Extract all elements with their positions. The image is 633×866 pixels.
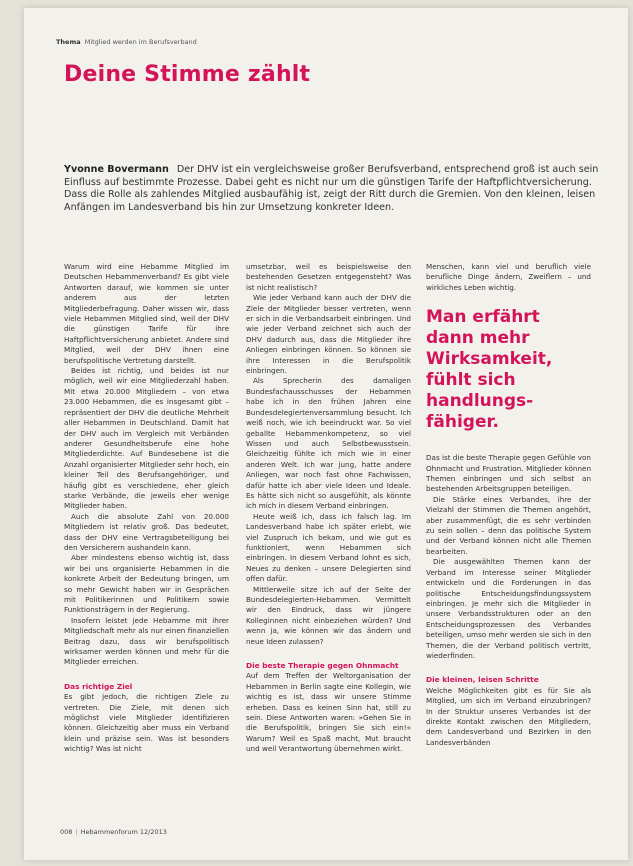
column-1 <box>64 262 229 755</box>
subheading: Das richtige Ziel <box>64 681 133 691</box>
paragraph: Die ausgewählten Themen kann der Verband im Interesse seiner Mitglieder entwickeln und die Forderungen in das politische Entscheidungsfindungssystem einbringen. Je mehr sich die Mitglieder in unsere Verbandsstrukturen oder an den Entscheidungsprozessen des Verbandes beteiligen, umso mehr werden sie sich in den Themen, die der Verband politisch vertritt, wiederfinden. <box>426 557 591 660</box>
article-headline: Deine Stimme zählt <box>64 62 311 87</box>
article-body <box>64 262 608 817</box>
paragraph: umsetzbar, weil es beispielsweise den bestehenden Gesetzen entgegensteht? Was ist nicht realistisch? <box>246 262 411 292</box>
paragraph: Warum wird eine Hebamme Mitglied im Deutschen Hebammenverband? Es gibt viele Antworten darauf, wie kommen sie unter anderem aus der letzten Mitgliederbefragung. Daher wissen wir, dass viele Hebammen Mitglied sind, weil der DHV die günstigen Tarife für ihre Haftpflichtversicherung anbietet. Andere sind Mitglied, weil der DHV ihnen eine berufspolitische Vertretung darstellt. <box>64 262 229 365</box>
issue-number: 12/2013 <box>139 828 167 836</box>
article-lead <box>64 164 604 214</box>
paragraph: Auch die absolute Zahl von 20.000 Mitgliedern ist relativ groß. Das bedeutet, dass der DHV eine Vertragsbeteiligung bei den Versicherern aushandeln kann. <box>64 511 229 552</box>
paragraph: Beides ist richtig, und beides ist nur möglich, weil wir eine Mitgliederzahl haben. Mit etwa 20.000 Mitgliedern – von etwa 23.000 Hebammen, die es insgesamt gibt – repräsentiert der DHV die deutliche Mehrheit aller Hebammen in Deutschland. Damit hat der DHV auch im Vergleich mit Verbänden anderer Gesundheitsberufe eine hohe Mitgliederdichte. Auf Bundesebene ist die Anzahl organisierter Mitglieder sehr hoch, ein kleiner Teil des Berufsangehöriger, und häufig gibt es verschiedene, eher gleich starke Verbände, die jeweils eher wenige Mitglieder haben. <box>64 366 229 511</box>
page-number: 008 <box>60 828 73 836</box>
paragraph: Auf dem Treffen der Weltorganisation der Hebammen in Berlin sagte eine Kollegin, wie wichtig es ist, dass wir unsere Stimme erheben. Dass es keinen Sinn hat, still zu sein. Diese Antworten waren: »Gehen Sie in die Berufspolitik, bringen Sie sich ein!« Warum? Weil es Spaß macht, Mut braucht und weil Verantwortung übernehmen wirkt. <box>246 671 411 754</box>
paragraph: Mittlerweile sitze ich auf der Seite der Bundesdelegierten-Hebammen. Vermittelt wir den Eindruck, dass wir jüngere Kolleginnen nicht einbeziehen würden? Und wenn ja, wie können wir das ändern und neue Ideen zulassen? <box>246 584 411 646</box>
lead-text: Der DHV ist ein vergleichsweise großer Berufsverband, entsprechend groß ist auch sein Einfluss auf bestimmte Prozesse. Dabei geht es nicht nur um die günstigen Tarife der Haftpflichtversicherung. Dass die Rolle als zahlendes Mitglied ausbaufähig ist, zeigt der Ritt durch die Gremien. Von den kleinen, leisen Anfängen im Landesverband bis hin zur Umsetzung konkreter Ideen. <box>64 164 599 213</box>
paragraph: Aber mindestens ebenso wichtig ist, dass wir bei uns organisierte Hebammen in die konkrete Arbeit der Bedeutung bringen, um so mehr Gewicht haben wir in Gesprächen mit Politikerinnen und Politikern sowie Funktionsträgern in der Regierung. <box>64 553 229 615</box>
paragraph: Es gibt jedoch, die richtigen Ziele zu vertreten. Die Ziele, mit denen sich möglichst viele Mitglieder identifizieren können. Gleichzeitig aber muss ein Verband klein und präzise sein. Was ist besonders wichtig? Was ist nicht <box>64 692 229 754</box>
magazine-name: Hebammenforum <box>80 828 138 836</box>
subheading: Die kleinen, leisen Schritte <box>426 675 539 685</box>
paragraph: Welche Möglichkeiten gibt es für Sie als Mitglied, um sich im Verband einzubringen? In der Struktur unseres Verbandes ist der direkte Kontakt zwischen den Mitgliedern, dem Landesverband und Bezirken in den Landesverbänden <box>426 685 591 747</box>
pull-quote: Man erfährt dann mehr Wirksamkeit, fühlt sich handlungsfähiger. <box>426 307 553 433</box>
column-2 <box>246 262 411 755</box>
magazine-page <box>24 8 628 860</box>
paragraph: Das ist die beste Therapie gegen Gefühle von Ohnmacht und Frustration. Mitglieder können Themen einbringen und sich selbst an bestehenden Arbeitsgruppen beteiligen. <box>426 453 591 494</box>
paragraph: Menschen, kann viel und beruflich viele berufliche Dinge ändern, Zweiflern – und wirkliches Leben wichtig. <box>426 262 591 292</box>
paragraph: Heute weiß ich, dass ich falsch lag. Im Landesverband habe ich später erlebt, wie viel Zuspruch ich bekam, und wie gut es funktioniert, wenn Hebammen sich einbringen. In diesem Verband lohnt es sich, Neues zu denken – unsere Delegierten sind offen dafür. <box>246 511 411 584</box>
section-rubric <box>56 38 197 46</box>
rubric-section: Thema <box>56 38 81 46</box>
paragraph: Insofern leistet jede Hebamme mit ihrer Mitgliedschaft mehr als nur einen finanziellen Beitrag dazu, dass wir berufspolitisch wirksamer werden können und mehr für die Mitglieder erreichen. <box>64 615 229 667</box>
rubric-topic: Mitglied werden im Berufsverband <box>84 38 197 46</box>
paragraph: Die Stärke eines Verbandes, ihre der Vielzahl der Stimmen die Themen angehört, aber zusammenfügt, die es sehr verbinden zu sein sollen – denn das politische System und der Verband können nicht alle Themen bearbeiten. <box>426 494 591 556</box>
paragraph: Als Sprecherin des damaligen Bundesfachausschusses der Hebammen habe ich in den frühen Jahren eine Bundesdelegiertenversammlung besucht. Ich weiß noch, wie ich beeindruckt war. So viel geballte Hebammenkompetenz, so viel Wissen und auch Selbstbewusstsein. Gleichzeitig fühlte ich mich wie in einer anderen Welt. Ich war jung, hatte andere Anliegen, war noch fast ohne Fachwissen, dafür hatte ich aber viele Ideen und Ideale. Es hätte sich nicht so ausgefühlt, als könnte ich mich in diesem Verband einbringen. <box>246 376 411 511</box>
column-3 <box>426 262 591 748</box>
paragraph: Wie jeder Verband kann auch der DHV die Ziele der Mitglieder besser vertreten, wenn er sich in die Verbandsarbeit einbringen. Und wie jeder Verband zeichnet sich auch der DHV dadurch aus, dass die Mitglieder ihre Anliegen einbringen können. So können sie ihre Interessen in die Berufspolitik einbringen. <box>246 293 411 376</box>
author-name: Yvonne Bovermann <box>64 164 169 175</box>
page-footer <box>60 828 167 836</box>
subheading: Die beste Therapie gegen Ohnmacht <box>246 661 399 671</box>
footer-separator: | <box>75 828 78 836</box>
